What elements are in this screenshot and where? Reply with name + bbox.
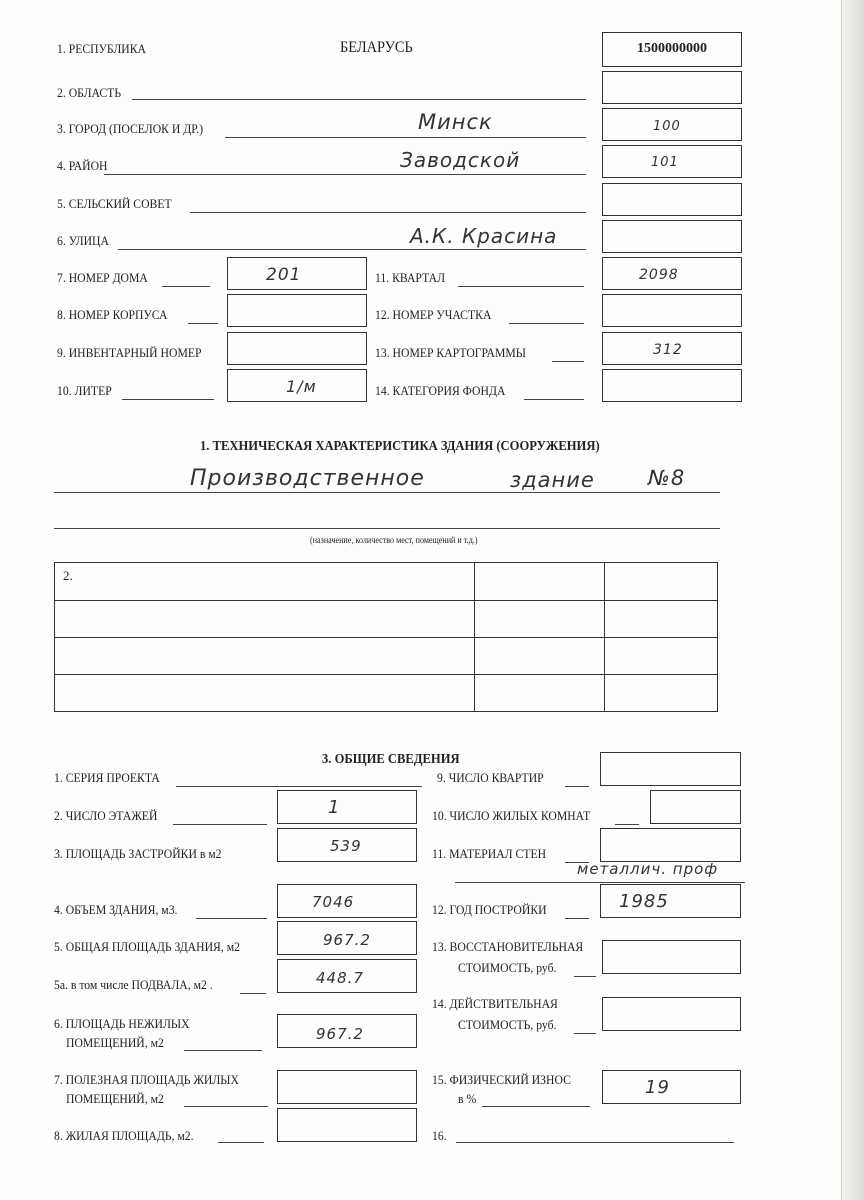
wear-value: 19 [645,1077,670,1098]
city-label: 3. ГОРОД (ПОСЕЛОК И ДР.) [57,121,204,136]
liter-field[interactable] [227,369,367,402]
builtup-label: 3. ПЛОЩАДЬ ЗАСТРОЙКИ в м2 [54,846,222,861]
basement-label: 5а. в том числе ПОДВАЛА, м2 . [54,977,213,992]
region-line [132,99,586,100]
total-area-label: 5. ОБЩАЯ ПЛОЩАДЬ ЗДАНИЯ, м2 [54,939,240,954]
table-cell[interactable] [55,601,475,638]
restore-cost-field[interactable] [602,940,741,974]
nonres-label-2: ПОМЕЩЕНИЙ, м2 [66,1035,164,1050]
wear-label-1: 15. ФИЗИЧЕСКИЙ ИЗНОС [432,1072,571,1087]
table-row [55,638,718,675]
rooms-label: 10. ЧИСЛО ЖИЛЫХ КОМНАТ [432,808,591,823]
fund-label: 14. КАТЕГОРИЯ ФОНДА [375,383,506,398]
table-cell[interactable] [475,675,605,712]
plot-line [509,323,584,324]
council-code-field[interactable] [602,183,742,216]
basement-line [240,993,266,994]
living-label: 8. ЖИЛАЯ ПЛОЩАДЬ, м2. [54,1128,194,1143]
table-cell[interactable] [55,675,475,712]
item16-label: 16. [432,1128,447,1143]
year-line [565,918,589,919]
cartogram-value: 312 [653,342,683,358]
walls-value: металлич. проф [577,860,719,878]
district-line [104,174,586,175]
building-line [188,323,218,324]
nonres-field[interactable] [277,1014,417,1048]
republic-code-value: 1500000000 [637,41,707,56]
nonres-value: 967.2 [316,1025,364,1043]
useful-line [184,1106,268,1107]
total-area-field[interactable] [277,921,417,955]
street-line [118,249,586,250]
purpose-line-2 [54,528,720,529]
wear-field[interactable] [602,1070,741,1104]
table-cell[interactable] [605,638,718,675]
house-field[interactable] [227,257,367,290]
rooms-field[interactable] [650,790,741,824]
council-line [190,212,586,213]
district-value: Заводской [400,148,521,172]
volume-value: 7046 [312,893,355,911]
district-label: 4. РАЙОН [57,158,108,173]
cartogram-label: 13. НОМЕР КАРТОГРАММЫ [375,345,527,360]
street-code-field[interactable] [602,220,742,253]
floors-value: 1 [328,797,341,818]
fund-line [524,399,584,400]
quarter-line [458,286,584,287]
quarter-value: 2098 [639,267,679,283]
wear-line [482,1106,590,1107]
living-line [218,1142,264,1143]
basement-field[interactable] [277,959,417,993]
city-line [225,137,586,138]
living-field[interactable] [277,1108,417,1142]
table-row [55,601,718,638]
basement-value: 448.7 [316,969,364,987]
cartogram-field[interactable] [602,332,742,365]
liter-value: 1/м [286,377,317,396]
table-cell[interactable] [605,675,718,712]
series-label: 1. СЕРИЯ ПРОЕКТА [54,770,160,785]
builtup-field[interactable] [277,828,417,862]
house-value: 201 [266,265,302,285]
street-label: 6. УЛИЦА [57,233,109,248]
region-label: 2. ОБЛАСТЬ [57,85,122,100]
inventory-label: 9. ИНВЕНТАРНЫЙ НОМЕР [57,345,202,360]
purpose-caption: (назначение, количество мест, помещений и т.д.) [310,535,478,545]
table-row [55,675,718,712]
year-value: 1985 [619,891,669,912]
year-field[interactable] [600,884,741,918]
walls-extra-line [455,882,745,883]
street-value: А.К. Красина [410,224,558,248]
year-label: 12. ГОД ПОСТРОЙКИ [432,902,547,917]
item16-line [456,1142,734,1143]
table-cell[interactable] [55,563,475,601]
purpose-value-2: здание [510,468,595,492]
rooms-line [615,824,639,825]
building-field[interactable] [227,294,367,327]
table-cell[interactable] [605,563,718,601]
walls-label: 11. МАТЕРИАЛ СТЕН [432,846,547,861]
useful-label-2: ПОМЕЩЕНИЙ, м2 [66,1091,164,1106]
useful-field[interactable] [277,1070,417,1104]
floors-field[interactable] [277,790,417,824]
table-cell[interactable] [605,601,718,638]
nonres-line [184,1050,262,1051]
volume-label: 4. ОБЪЕМ ЗДАНИЯ, м3. [54,902,178,917]
table-cell[interactable] [475,601,605,638]
actual-cost-field[interactable] [602,997,741,1031]
district-code-value: 101 [651,155,679,170]
purpose-value-3: №8 [648,466,686,490]
region-code-field[interactable] [602,71,742,104]
republic-value: БЕЛАРУСЬ [340,39,413,56]
city-value: Минск [418,110,493,134]
fund-field[interactable] [602,369,742,402]
plot-field[interactable] [602,294,742,327]
wear-label-2: в % [458,1091,477,1106]
district-code-field[interactable] [602,145,742,178]
liter-label: 10. ЛИТЕР [57,383,112,398]
builtup-value: 539 [330,837,362,855]
section2-label: 2. [63,568,73,583]
table-cell[interactable] [55,638,475,675]
republic-label: 1. РЕСПУБЛИКА [57,41,146,56]
floors-label: 2. ЧИСЛО ЭТАЖЕЙ [54,808,158,823]
house-line [162,286,210,287]
council-label: 5. СЕЛЬСКИЙ СОВЕТ [57,196,172,211]
house-label: 7. НОМЕР ДОМА [57,270,148,285]
page-edge [841,0,864,1200]
apartments-label: 9. ЧИСЛО КВАРТИР [437,770,544,785]
quarter-label: 11. КВАРТАЛ [375,270,446,285]
actual-cost-line [574,1033,596,1034]
restore-cost-label-1: 13. ВОССТАНОВИТЕЛЬНАЯ [432,939,584,954]
volume-field[interactable] [277,884,417,918]
table-cell[interactable] [475,563,605,601]
apartments-field[interactable] [600,752,741,786]
table-row [55,563,718,601]
nonres-label-1: 6. ПЛОЩАДЬ НЕЖИЛЫХ [54,1016,190,1031]
republic-code-field[interactable] [602,32,742,67]
volume-line [196,918,267,919]
floors-line [173,824,267,825]
restore-cost-line [574,976,596,977]
actual-cost-label-1: 14. ДЕЙСТВИТЕЛЬНАЯ [432,996,558,1011]
inventory-field[interactable] [227,332,367,365]
cartogram-line [552,361,584,362]
purpose-value: Производственное [190,466,425,491]
purpose-line-1 [54,492,720,493]
city-code-field[interactable] [602,108,742,141]
series-line [176,786,422,787]
quarter-field[interactable] [602,257,742,290]
section3-title: 3. ОБЩИЕ СВЕДЕНИЯ [322,752,460,767]
city-code-value: 100 [653,119,681,134]
building-label: 8. НОМЕР КОРПУСА [57,307,168,322]
section2-table [54,562,718,712]
actual-cost-label-2: СТОИМОСТЬ, руб. [458,1017,557,1032]
plot-label: 12. НОМЕР УЧАСТКА [375,307,492,322]
liter-line [122,399,214,400]
section1-title: 1. ТЕХНИЧЕСКАЯ ХАРАКТЕРИСТИКА ЗДАНИЯ (СООРУЖЕНИЯ) [200,439,600,454]
apartments-line [565,786,589,787]
restore-cost-label-2: СТОИМОСТЬ, руб. [458,960,557,975]
walls-field[interactable] [600,828,741,862]
useful-label-1: 7. ПОЛЕЗНАЯ ПЛОЩАДЬ ЖИЛЫХ [54,1072,239,1087]
total-area-value: 967.2 [323,931,371,949]
table-cell[interactable] [475,638,605,675]
